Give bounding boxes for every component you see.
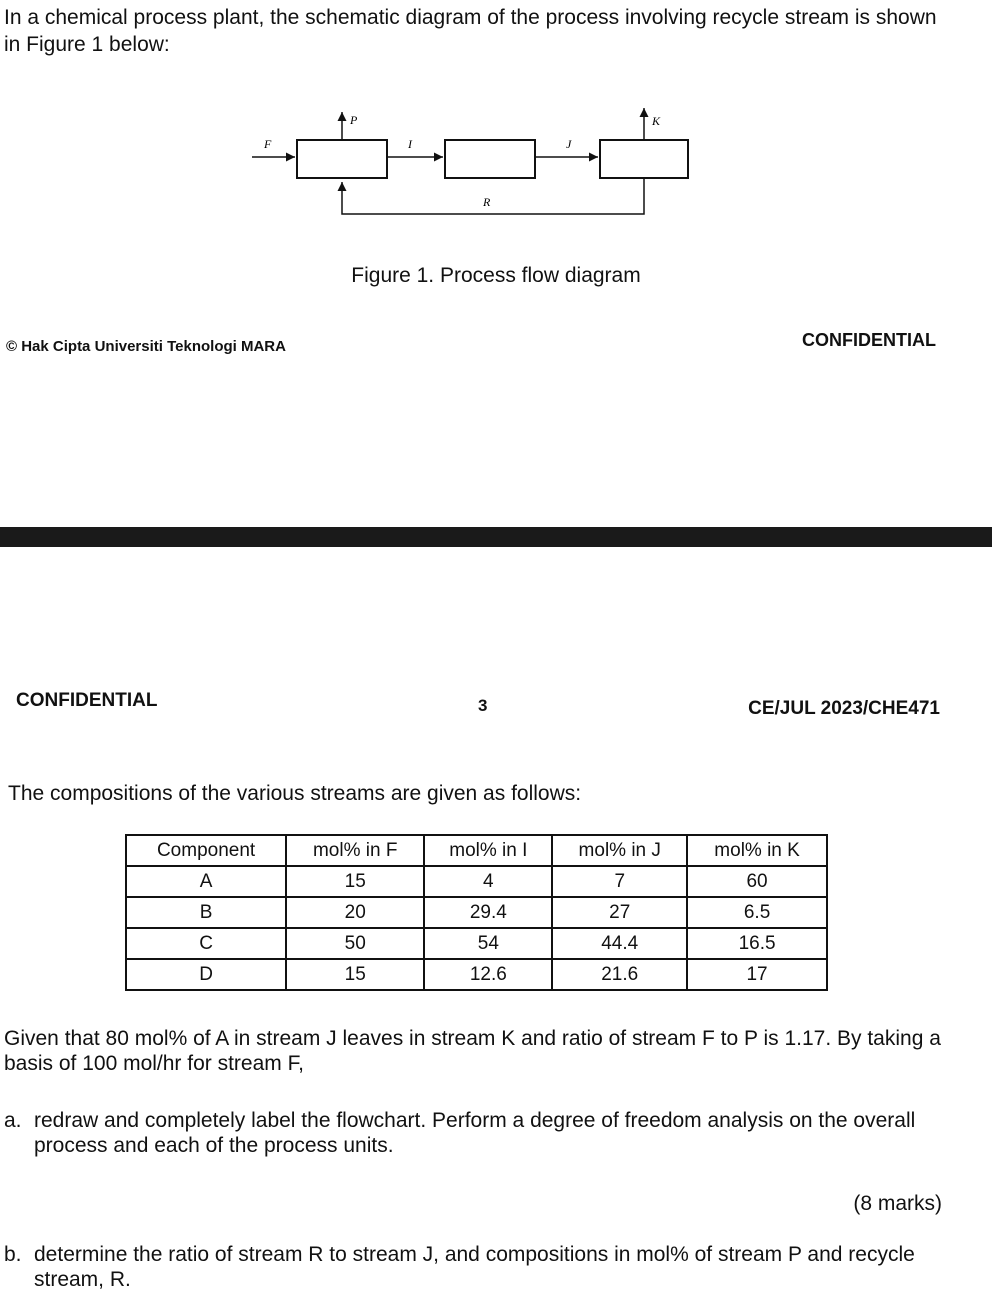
process-flow-diagram — [240, 100, 700, 225]
question-a-marks: (8 marks) — [853, 1192, 942, 1215]
question-b-label: b. — [4, 1243, 22, 1266]
course-code: CE/JUL 2023/CHE471 — [748, 698, 940, 719]
table-header-cell: mol% in K — [687, 835, 827, 866]
table-cell: 20 — [286, 897, 424, 928]
table-cell: 6.5 — [687, 897, 827, 928]
stream-j-label: J — [566, 137, 572, 151]
question-b-text: determine the ratio of stream R to stream J, and compositions in mol% of stream P and recycle stream, R. — [34, 1243, 915, 1291]
table-cell: 16.5 — [687, 928, 827, 959]
compositions-intro: The compositions of the various streams are given as follows: — [8, 782, 582, 805]
unit-3-box — [600, 140, 688, 178]
page-number: 3 — [478, 696, 488, 715]
stream-r-recycle-line — [342, 178, 644, 214]
table-cell: 27 — [552, 897, 687, 928]
table-cell: 15 — [286, 866, 424, 897]
footer-confidential: CONFIDENTIAL — [802, 330, 936, 350]
table-header-cell: Component — [126, 835, 286, 866]
table-cell: 12.6 — [424, 959, 552, 990]
table-cell: 15 — [286, 959, 424, 990]
table-cell: 54 — [424, 928, 552, 959]
table-cell: 4 — [424, 866, 552, 897]
table-row — [126, 866, 827, 897]
table-header-cell: mol% in F — [286, 835, 424, 866]
table-header-row — [126, 835, 827, 866]
stream-k-label: K — [652, 114, 661, 128]
stream-i-label: I — [408, 137, 412, 151]
stream-f-label: F — [264, 137, 272, 151]
table-row — [126, 928, 827, 959]
copyright-footer: © Hak Cipta Universiti Teknologi MARA — [6, 338, 286, 355]
table-cell: C — [126, 928, 286, 959]
table-cell: 21.6 — [552, 959, 687, 990]
table-cell: 50 — [286, 928, 424, 959]
table-cell: A — [126, 866, 286, 897]
table-cell: 60 — [687, 866, 827, 897]
figure-caption: Figure 1. Process flow diagram — [351, 264, 641, 287]
table-cell: 17 — [687, 959, 827, 990]
question-a — [4, 1108, 952, 1157]
table-cell: 44.4 — [552, 928, 687, 959]
table-cell: 29.4 — [424, 897, 552, 928]
stream-p-label: P — [350, 113, 358, 127]
table-row — [126, 897, 827, 928]
table-header-cell: mol% in I — [424, 835, 552, 866]
composition-table — [125, 834, 828, 991]
header-confidential: CONFIDENTIAL — [16, 690, 158, 711]
unit-1-box — [297, 140, 387, 178]
table-row — [126, 959, 827, 990]
question-a-label: a. — [4, 1109, 22, 1132]
table-cell: B — [126, 897, 286, 928]
table-cell: D — [126, 959, 286, 990]
stream-r-label: R — [483, 195, 491, 209]
unit-2-box — [445, 140, 535, 178]
given-statement: Given that 80 mol% of A in stream J leaves in stream K and ratio of stream F to P is 1.17. By taking a basis of 100 mol/hr for stream F, — [4, 1027, 941, 1075]
question-b — [4, 1242, 952, 1291]
table-header-cell: mol% in J — [552, 835, 687, 866]
intro-paragraph: In a chemical process plant, the schematic diagram of the process involving recycle stream is shown in Figure 1 below: — [4, 6, 937, 56]
page-separator — [0, 527, 992, 547]
table-cell: 7 — [552, 866, 687, 897]
question-a-text: redraw and completely label the flowchart. Perform a degree of freedom analysis on the overall process and each of the process units. — [34, 1109, 916, 1157]
